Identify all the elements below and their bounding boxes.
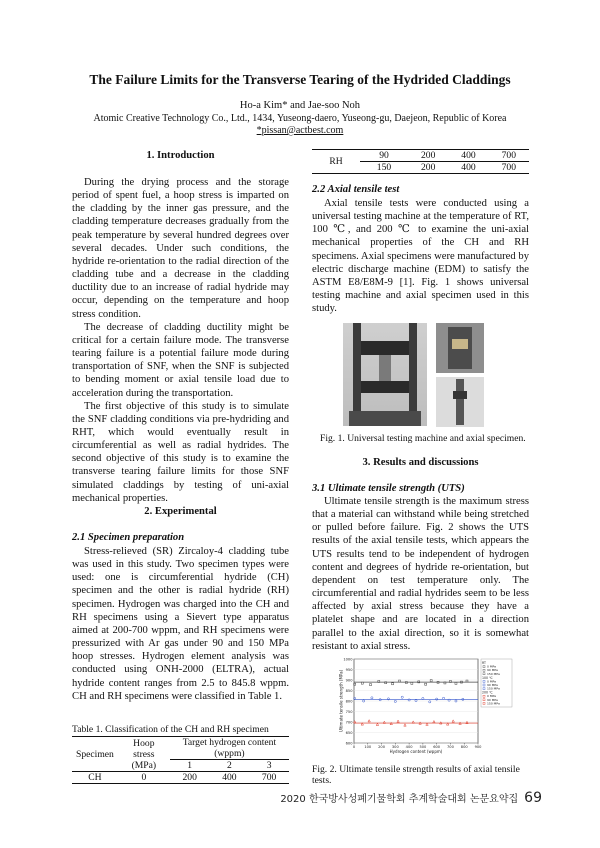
y-tick-label: 750: [345, 709, 353, 714]
section-heading-results: 3. Results and discussions: [362, 457, 479, 468]
specimen-preparation-body: [72, 545, 289, 703]
legend-entry: 150 MPa: [487, 701, 500, 706]
y-tick-label: 950: [345, 667, 353, 672]
specimen-paragraph: Stress-relieved (SR) Zircaloy-4 cladding tube was used in this study. Two specimen types were used: one is circumferential hydride (CH) specimen and the other is radial hydride (RH) specimen. Hydrogen was charged into the CH and RH specimens using a Sievert type apparatus aimed at 200-700 wppm, and RH specimens were pressurized with Ar gas under 90 and 150 MPa hoop stresses. Hydrogen element analysis was conducted using ONH-2000 (ELTRA), actual hydride content ranges from 2.5 to 845.8 wppm. CH and RH specimens were classified in Table 1.: [72, 546, 289, 702]
figure-2-caption: Fig. 2. Ultimate tensile strength results of axial tensile tests.: [312, 764, 520, 786]
table-header-target-hydrogen: Target hydrogen content (wppm): [170, 737, 289, 760]
axial-tensile-paragraph: Axial tensile tests were conducted using a universal testing machine at the temperature of RT, 100 ℃, and 200 ℃ to examine the uni-axial mechanical properties of the CH and RH specimens. Axial specimens were manufactured by electric discharge machine (EDM) to satisfy the ASTM E8/E8M-9 [1]. Fig. 1 shows universal testing machine and axial specimen used in this study.: [312, 198, 529, 315]
table-header-col-3: 3: [249, 760, 289, 772]
table-cell: 0: [141, 772, 147, 783]
table-cell: 700: [261, 772, 277, 783]
table-cell: 150: [360, 162, 408, 174]
y-tick-label: 600: [345, 741, 353, 746]
x-tick-label: 700: [447, 745, 454, 750]
table-cell: 200: [408, 162, 448, 174]
y-tick-label: 700: [345, 720, 353, 725]
legend-entry: 0 MPa: [487, 679, 496, 684]
paper-title: The Failure Limits for the Transverse Tearing of the Hydrided Claddings: [89, 72, 511, 87]
x-tick-label: 0: [352, 745, 356, 750]
authors: Ho-a Kim* and Jae-soo Noh: [239, 100, 361, 111]
x-axis-label: Hydrogen content (wppm): [389, 749, 443, 754]
legend-group-title: 200 ℃: [482, 690, 493, 695]
legend-entry: 150 MPa: [487, 686, 500, 691]
table-cell: 400: [222, 772, 237, 783]
x-tick-label: 900: [474, 745, 482, 750]
table-cell: 400: [448, 162, 488, 174]
table-cell: 700: [501, 150, 517, 161]
email[interactable]: [0, 125, 600, 136]
y-tick-label: 800: [345, 699, 353, 704]
table-1: [72, 736, 289, 784]
y-tick-label: 1000: [343, 657, 353, 662]
intro-paragraph-3: The first objective of this study is to simulate the SNF cladding conditions via pre-hydriding and RHT, which would eventually result in circumferential as well as radial hydrides. The second objective of this study is to examine the transverse tearing failure limits for those SNF simulated claddings by testing of uni-axial mechanical properties.: [72, 400, 289, 504]
y-tick-label: 900: [345, 678, 353, 683]
section-heading-experimental: 2. Experimental: [144, 506, 217, 517]
table-cell: 700: [489, 162, 529, 174]
table-cell: RH: [329, 156, 343, 167]
uts-chart: [338, 656, 528, 762]
email-address[interactable]: *pissan@actbest.com: [256, 125, 344, 136]
legend-entry: 90 MPa: [487, 668, 498, 673]
table-cell: CH: [88, 772, 102, 783]
table-1-continued: [312, 149, 529, 174]
uts-paragraph: Ultimate tensile strength is the maximum stress that a material can withstand while being stretched or pulled before failure. Fig. 2 shows the UTS results of the axial tensile tests, which appears the UTS results tend to be independent of hydrogen content and degrees of hydride re-orientation, but dependent on test temperature only. The circumferential and radial hydrides seem to be less affected by axial stress because they have a platelet shape and are located in a direction parallel to the axial direction, so it is somewhat resistant to axial stress.: [312, 496, 529, 652]
page-number: 69: [524, 790, 542, 806]
table-cell: 90: [379, 150, 389, 161]
introduction-body: [72, 176, 289, 505]
table-cell: 200: [182, 772, 197, 783]
legend-entry: 90 MPa: [487, 697, 498, 702]
table-cell: 400: [461, 150, 476, 161]
intro-paragraph-1: During the drying process and the storage period of spent fuel, a hoop stress is imparted on the cladding by the inner gas pressure, and the cladding temperature decreases gradually from the peak temperature by several hundred degrees over several decades. Under such conditions, the hydride re-orientation to the radial direction of the cladding tube and a decrease in the cladding ductility due to an increase of radial hydride may occur, depending on the temperature and hoop stress condition.: [72, 177, 289, 320]
y-axis-label: Ultimate tensile strength (MPa): [338, 669, 344, 733]
legend-entry: 150 MPa: [487, 671, 500, 676]
x-tick-label: 800: [460, 745, 468, 750]
x-tick-label: 500: [419, 745, 427, 750]
subsection-heading-specimen: 2.1 Specimen preparation: [72, 532, 185, 543]
chart-frame: [354, 659, 478, 743]
table-header-col-1: 1: [170, 760, 210, 772]
y-tick-label: 850: [345, 688, 353, 693]
legend-entry: 0 MPa: [487, 664, 496, 669]
legend-entry: 0 MPa: [487, 694, 496, 699]
legend-group-title: RT: [482, 661, 486, 665]
figure-1-caption: Fig. 1. Universal testing machine and axial specimen.: [320, 433, 526, 444]
table-header-hoop-stress: Hoop stress (MPa): [118, 737, 170, 772]
axial-specimen-photo: [436, 377, 484, 427]
affiliation: Atomic Creative Technology Co., Ltd., 1434, Yuseong-daero, Yuseong-gu, Daejeon, Republic of Korea: [93, 113, 507, 124]
subsection-heading-uts: 3.1 Ultimate tensile strength (UTS): [312, 483, 465, 494]
legend-entry: 90 MPa: [487, 683, 498, 687]
x-tick-label: 400: [405, 745, 413, 750]
grip-closeup-photo: [436, 323, 484, 373]
footer-text: 2020 한국방사성폐기물학회 추계학술대회 논문요약집: [280, 794, 519, 805]
y-tick-label: 650: [345, 730, 353, 735]
chart-legend: [481, 659, 512, 707]
axial-tensile-body: [312, 197, 529, 315]
x-tick-label: 200: [378, 745, 385, 750]
section-heading-introduction: 1. Introduction: [146, 150, 215, 161]
x-tick-label: 600: [433, 745, 441, 750]
testing-machine-photo: [343, 323, 427, 426]
page-footer: [280, 790, 542, 806]
legend-group-title: 100 ℃: [482, 675, 493, 680]
x-tick-label: 100: [364, 745, 372, 750]
uts-body: [312, 495, 529, 653]
table-header-specimen: Specimen: [72, 737, 118, 772]
x-tick-label: 300: [391, 745, 399, 750]
table-header-col-2: 2: [210, 760, 250, 772]
table-cell: 200: [420, 150, 436, 161]
table-1-caption: Table 1. Classification of the CH and RH specimen: [72, 724, 269, 735]
intro-paragraph-2: The decrease of cladding ductility might be critical for a certain failure mode. The transverse tearing failure is a potential failure mode during transportation of SNF, when the SNF is subjected to bending moment or axial tensile load due to acceleration during the transportation.: [72, 321, 289, 399]
subsection-heading-axial-tensile: 2.2 Axial tensile test: [312, 184, 400, 195]
